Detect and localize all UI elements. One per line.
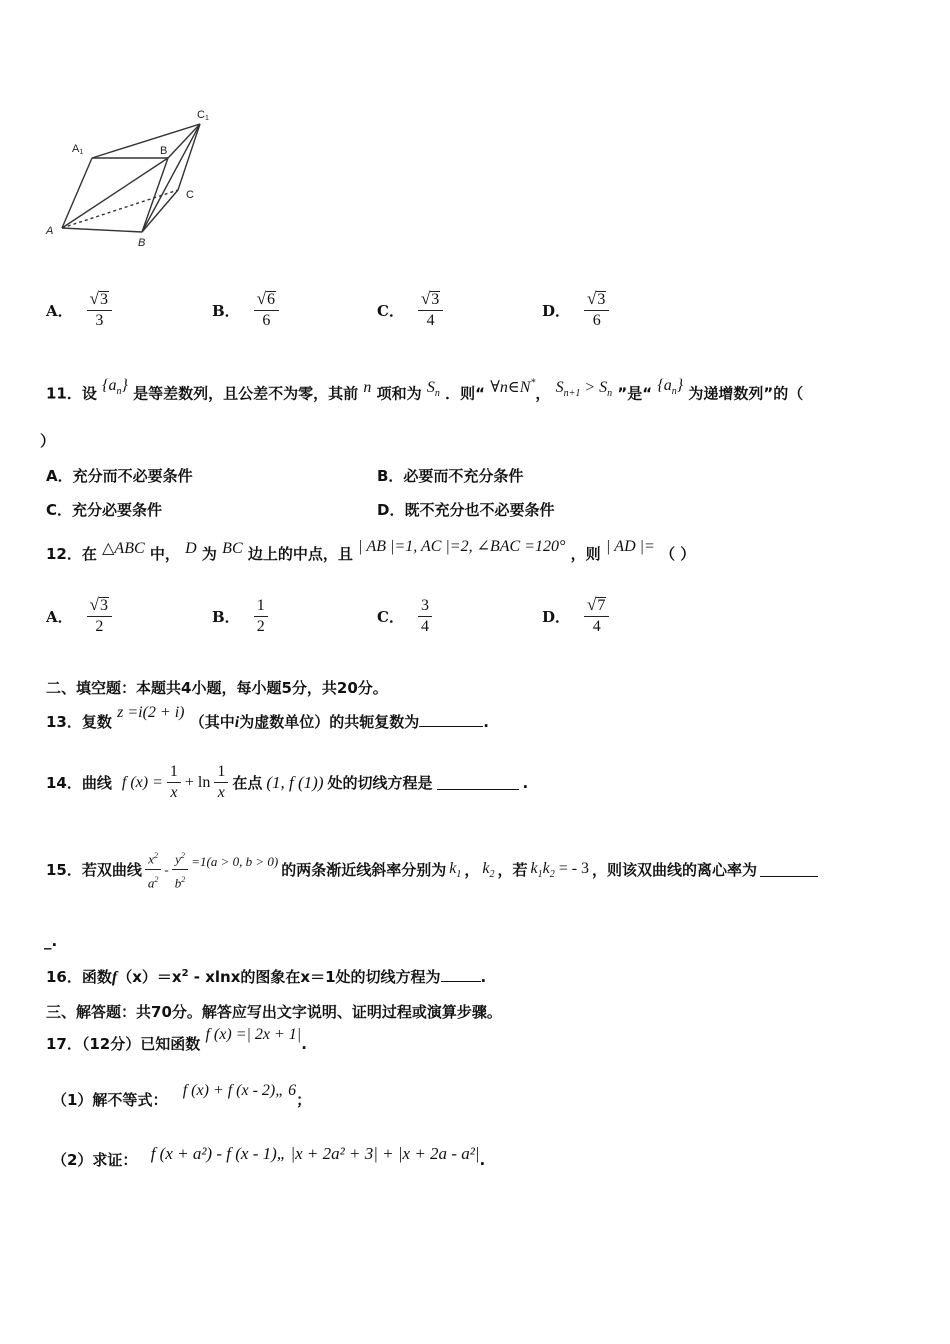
prism-figure	[40, 100, 230, 260]
question-15: 15．若双曲线 $\frac{x^2}{a^2}$ - $\frac{y^2}{b^2}$ =1(a > 0, b > 0) 的两条渐近线斜率分别为 $k_1$ ， $k_2$ ，若 $k_1k_2$ = - 3 ，则该双曲线的离心率为	[46, 846, 818, 894]
answer-blank[interactable]	[419, 712, 483, 727]
q10-option-c[interactable]	[377, 290, 443, 331]
question-16: 16．函数$f(x)=x^2 - xlnx$的图象在x＝1处的切线方程为 .	[46, 968, 487, 986]
question-17-part-1: （1）解不等式： f (x) + f (x - 2)„ 6；	[52, 1082, 312, 1109]
q11-option-b[interactable]: B．必要而不充分条件	[377, 467, 524, 485]
question-17: 17．（12分）已知函数 f (x) =| 2x + 1|.	[46, 1026, 307, 1053]
label-a: A	[46, 225, 54, 237]
option-fraction: √ 3 4	[418, 290, 443, 331]
label-b1: B	[160, 145, 168, 157]
question-17-part-2: （2）求证： f (x + a²) - f (x - 1)„ |x + 2a² + 3| + |x + 2a - a²|.	[52, 1144, 486, 1169]
q12-option-a[interactable]: A． √ 3 2	[46, 596, 112, 637]
answer-blank[interactable]	[437, 775, 519, 790]
edge-a-c-dashed	[62, 190, 178, 228]
question-14: 14．曲线 f (x) = $\frac{1}{x}$ + ln $\frac{1}{x}$ 在点 (1, f (1)) 处的切线方程是 .	[46, 763, 529, 801]
option-label: B．	[212, 302, 240, 320]
q10-option-a[interactable]	[46, 290, 112, 331]
edge-a-b	[62, 228, 142, 232]
q12-option-b[interactable]: B． $\frac{1}{2}$	[212, 596, 268, 637]
option-fraction: √ 3 6	[584, 290, 609, 331]
q11-option-d[interactable]: D．既不充分也不必要条件	[377, 501, 555, 519]
option-label: A．	[46, 302, 73, 320]
edge-b-b1	[142, 158, 168, 232]
label-c: C	[186, 189, 194, 201]
option-label: D．	[542, 302, 571, 320]
label-c1: C1	[197, 109, 209, 122]
option-fraction: √ 6 6	[254, 290, 279, 331]
section-3-heading: 三、解答题：共70分。解答应写出文字说明、证明过程或演算步骤。	[46, 1003, 502, 1021]
edge-c-c1	[178, 124, 200, 190]
answer-blank[interactable]	[760, 862, 818, 877]
question-11: 11．设 $\{a_n\}$ 是等差数列，且公差不为零，其前 n 项和为 $S_n$ ．则“ ∀n∈N*， $S_{n+1} > S_n$ ”是“ $\{a_n\}$ 为递增数列”的（	[46, 377, 804, 403]
question-15-continuation: _.	[44, 932, 58, 950]
option-fraction: √ 3 3	[87, 290, 112, 331]
answer-blank[interactable]	[441, 967, 481, 982]
q11-option-a[interactable]: A．充分而不必要条件	[46, 467, 193, 485]
label-a1: A1	[72, 143, 84, 156]
q10-option-d[interactable]	[542, 290, 609, 331]
label-b: B	[138, 237, 146, 249]
q12-option-d[interactable]: D． √ 7 4	[542, 596, 609, 637]
option-label: C．	[377, 302, 404, 320]
question-11-close: ）	[40, 432, 56, 450]
q10-option-b[interactable]	[212, 290, 279, 331]
section-2-heading: 二、填空题：本题共4小题，每小题5分，共20分。	[46, 679, 388, 697]
question-13: 13．复数 z =i(2 + i) （其中i为虚数单位）的共轭复数为 .	[46, 704, 489, 731]
q12-option-c[interactable]: C． $\frac{3}{4}$	[377, 596, 432, 637]
question-12: 12．在 △ABC 中， D 为 BC 边上的中点，且 | AB |=1, AC |=2, ∠BAC =120° ，则 | AD |= （ ）	[46, 538, 696, 563]
q11-option-c[interactable]: C．充分必要条件	[46, 501, 163, 519]
edge-a-b1	[62, 158, 168, 228]
